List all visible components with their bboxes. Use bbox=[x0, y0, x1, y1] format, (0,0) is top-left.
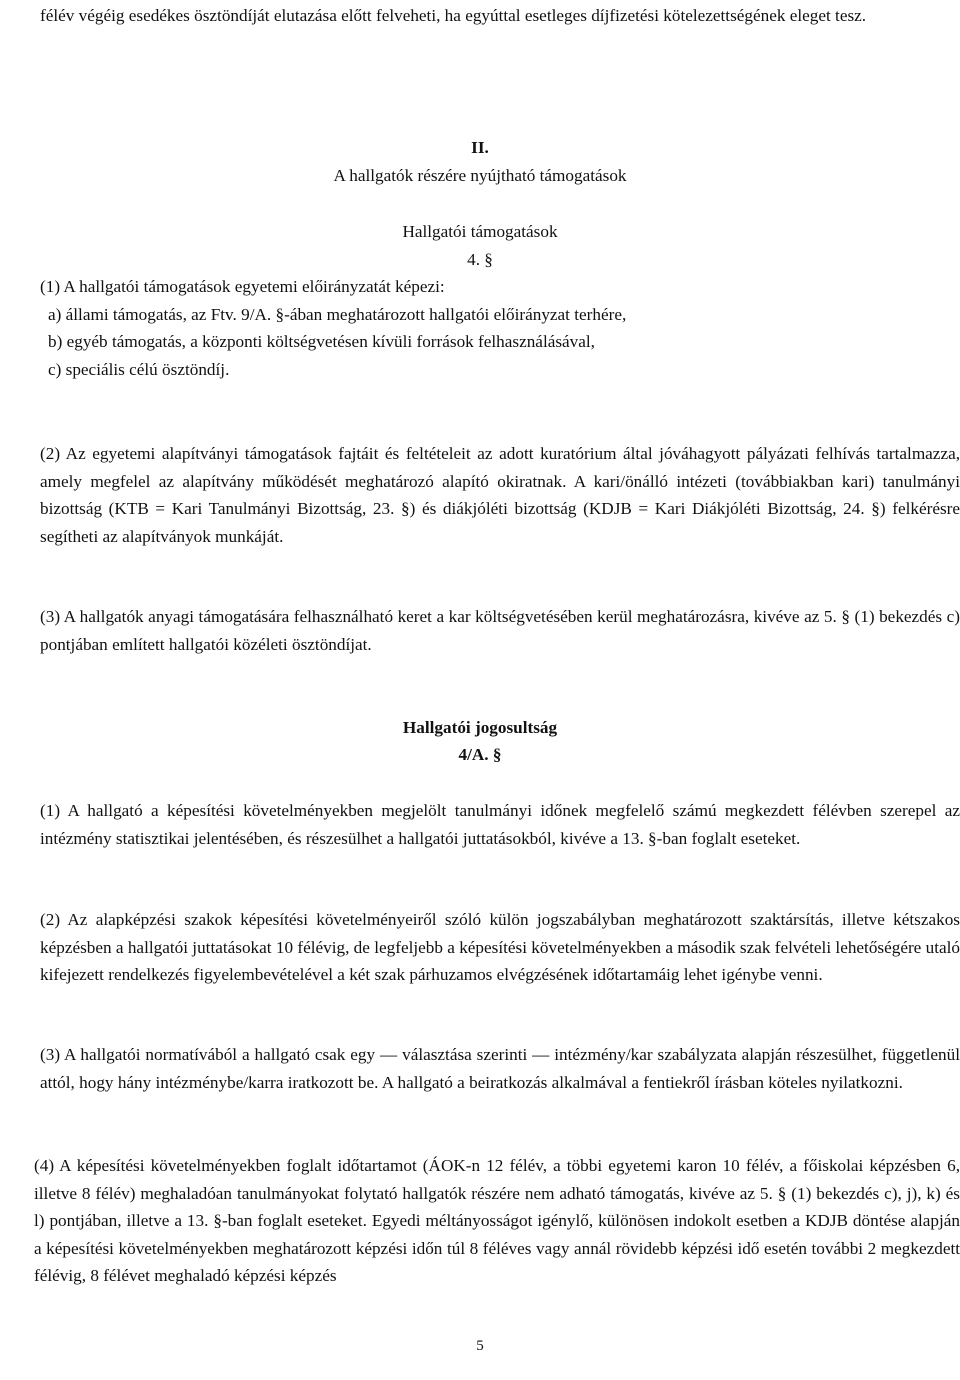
paragraph: (4) A képesítési követelményekben foglalt időtartamot (ÁOK-n 12 félév, a többi egyetemi karon 10 félév, a főiskolai képzésben 6, illetve 8 félév) meghaladóan tanulmányokat folytató hallgatók részére nem adható támogatás, kivéve az 5. § (1) bekezdés c), j), k) és l) pontjában, illetve a 13. §-ban foglalt eseteket. Egyedi méltányosságot igénylő, különösen indokolt esetben a KDJB döntése alapján a képesítési követelményekben meghatározott képzési időn túl 8 féléves vagy annál rövidebb képzési idő esetén további 2 megkezdett félévig, 8 félévet meghaladó képzési képzés bbox=[34, 1156, 960, 1285]
paragraph: (2) Az egyetemi alapítványi támogatások fajtáit és feltételeit az adott kuratórium által jóváhagyott pályázati felhívás tartalmazza, amely megfelel az alapítvány működését meghatározó alapító okiratnak. A kari/önálló intézeti (továbbiakban kari) tanulmányi bizottság (KTB = Kari Tanulmányi Bizottság, 23. §) és diákjóléti bizottság (KDJB = Kari Diákjóléti Bizottság, 24. §) felkérésre segítheti az alapítványok munkáját. bbox=[40, 444, 960, 546]
support-list bbox=[40, 273, 960, 383]
page-number: 5 bbox=[476, 1338, 484, 1354]
list-item: c) speciális célú ösztöndíj. bbox=[48, 359, 230, 379]
list-item: b) egyéb támogatás, a központi költségvetésen kívüli források felhasználásával, bbox=[48, 332, 595, 351]
paragraph: (2) Az alapképzési szakok képesítési követelményeiről szóló külön jogszabályban meghatározott szaktársítás, illetve kétszakos képzésben a hallgatói juttatásokat 10 félévig, de legfeljebb a képesítési követelményekben a második szak felvételi lehetőségére utaló kifejezett rendelkezés figyelembevételével a két szak párhuzamos elvégzésének időtartamáig lehet igénybe venni. bbox=[40, 910, 960, 984]
paragraph: (1) A hallgató a képesítési követelményekben megjelölt tanulmányi időnek megfelelő számú megkezdett félévben szerepel az intézmény statisztikai jelentésében, és részesülhet a hallgatói juttatásokból, kivéve a 13. §-ban foglalt eseteket. bbox=[40, 801, 960, 848]
paragraph: (3) A hallgatói normatívából a hallgató csak egy — választása szerinti — intézmény/kar szabályzata alapján részesülhet, függetlenül attól, hogy hány intézménybe/karra iratkozott be. A hallgató a beiratkozás alkalmával a fentiekről írásban köteles nyilatkozni. bbox=[40, 1045, 960, 1092]
paragraph: (3) A hallgatók anyagi támogatására felhasználható keret a kar költségvetésében kerül meghatározásra, kivéve az 5. § (1) bekezdés c) pontjában említett hallgatói közéleti ösztöndíjat. bbox=[40, 607, 960, 654]
section-heading: Hallgatói jogosultság bbox=[402, 718, 558, 737]
continuation-paragraph: félév végéig esedékes ösztöndíját elutazása előtt felveheti, ha egyúttal esetleges díjfizetési kötelezettségének eleget tesz. bbox=[40, 6, 867, 25]
list-intro: (1) A hallgatói támogatások egyetemi előirányzatát képezi: bbox=[40, 277, 445, 296]
chapter-number: II. bbox=[471, 138, 489, 157]
chapter-title: A hallgatók részére nyújtható támogatások bbox=[333, 166, 627, 185]
list-item: a) állami támogatás, az Ftv. 9/A. §-ában meghatározott hallgatói előirányzat terhére, bbox=[48, 304, 627, 324]
section-number: 4/A. § bbox=[458, 745, 502, 764]
section-heading: Hallgatói támogatások bbox=[402, 222, 558, 241]
section-number: 4. § bbox=[467, 250, 493, 269]
